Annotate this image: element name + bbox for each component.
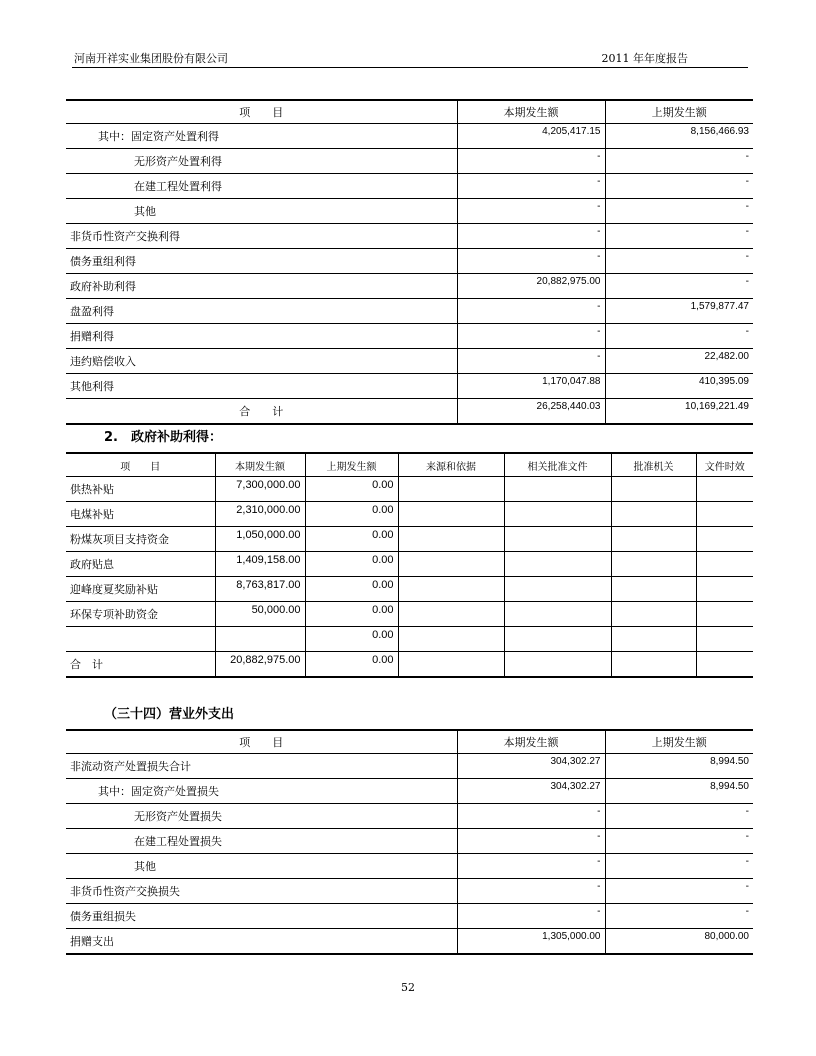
row-previous: - bbox=[605, 829, 753, 854]
row-item: 捐赠利得 bbox=[66, 324, 457, 349]
row-approval-authority bbox=[611, 477, 696, 502]
row-approval-doc bbox=[504, 527, 611, 552]
row-previous: - bbox=[605, 224, 753, 249]
total-current: 26,258,440.03 bbox=[457, 399, 605, 425]
total-previous: 0.00 bbox=[305, 652, 398, 678]
row-item: 其他 bbox=[66, 854, 457, 879]
row-approval-authority bbox=[611, 602, 696, 627]
total-label: 合 计 bbox=[66, 399, 457, 425]
row-source bbox=[398, 627, 504, 652]
header-rule bbox=[72, 67, 748, 68]
row-previous: 0.00 bbox=[305, 477, 398, 502]
table-row bbox=[66, 149, 753, 174]
row-approval-doc bbox=[504, 477, 611, 502]
row-item: 政府贴息 bbox=[66, 552, 215, 577]
row-source bbox=[398, 652, 504, 678]
row-validity bbox=[696, 602, 753, 627]
row-previous: - bbox=[605, 804, 753, 829]
row-item: 粉煤灰项目支持资金 bbox=[66, 527, 215, 552]
row-source bbox=[398, 502, 504, 527]
table-row bbox=[66, 249, 753, 274]
row-item: 债务重组损失 bbox=[66, 904, 457, 929]
total-row bbox=[66, 399, 753, 425]
row-item: 违约赔偿收入 bbox=[66, 349, 457, 374]
col-header-current: 本期发生额 bbox=[215, 453, 305, 477]
table-row bbox=[66, 627, 753, 652]
col-header-item: 项 目 bbox=[66, 100, 457, 124]
row-current: - bbox=[457, 804, 605, 829]
table-row bbox=[66, 829, 753, 854]
row-previous: - bbox=[605, 879, 753, 904]
row-approval-authority bbox=[611, 577, 696, 602]
row-previous: 0.00 bbox=[305, 627, 398, 652]
row-previous: 8,994.50 bbox=[605, 779, 753, 804]
row-item: 环保专项补助资金 bbox=[66, 602, 215, 627]
row-item: 供热补贴 bbox=[66, 477, 215, 502]
row-current: - bbox=[457, 224, 605, 249]
row-current: 304,302.27 bbox=[457, 754, 605, 779]
row-current: 4,205,417.15 bbox=[457, 124, 605, 149]
col-header-approval-doc: 相关批准文件 bbox=[504, 453, 611, 477]
row-current: - bbox=[457, 829, 605, 854]
table-row bbox=[66, 779, 753, 804]
row-current: - bbox=[457, 879, 605, 904]
row-item: 其中：固定资产处置损失 bbox=[66, 779, 457, 804]
row-item: 无形资产处置利得 bbox=[66, 149, 457, 174]
non-operating-expenses-table bbox=[66, 729, 753, 955]
col-header-previous: 上期发生额 bbox=[605, 730, 753, 754]
table-row bbox=[66, 904, 753, 929]
total-previous: 10,169,221.49 bbox=[605, 399, 753, 425]
row-previous: 0.00 bbox=[305, 552, 398, 577]
row-current bbox=[215, 627, 305, 652]
row-current: - bbox=[457, 249, 605, 274]
table-row bbox=[66, 602, 753, 627]
row-approval-authority bbox=[611, 552, 696, 577]
row-previous: - bbox=[605, 854, 753, 879]
row-current: 304,302.27 bbox=[457, 779, 605, 804]
row-approval-doc bbox=[504, 627, 611, 652]
non-operating-income-table bbox=[66, 99, 753, 425]
row-approval-doc bbox=[504, 502, 611, 527]
row-current: - bbox=[457, 854, 605, 879]
page-number: 52 bbox=[401, 981, 415, 994]
row-item: 非流动资产处置损失合计 bbox=[66, 754, 457, 779]
table-row bbox=[66, 324, 753, 349]
col-header-previous: 上期发生额 bbox=[605, 100, 753, 124]
table-row bbox=[66, 274, 753, 299]
col-header-current: 本期发生额 bbox=[457, 100, 605, 124]
row-current: 7,300,000.00 bbox=[215, 477, 305, 502]
row-item: 其他利得 bbox=[66, 374, 457, 399]
row-approval-authority bbox=[611, 627, 696, 652]
row-current: 2,310,000.00 bbox=[215, 502, 305, 527]
table-header-row bbox=[66, 100, 753, 124]
row-previous: 80,000.00 bbox=[605, 929, 753, 955]
table-row bbox=[66, 174, 753, 199]
row-item: 其他 bbox=[66, 199, 457, 224]
table-row bbox=[66, 754, 753, 779]
row-item: 盘盈利得 bbox=[66, 299, 457, 324]
row-current: - bbox=[457, 299, 605, 324]
table-row bbox=[66, 349, 753, 374]
row-item: 其中：固定资产处置利得 bbox=[66, 124, 457, 149]
page-header bbox=[72, 50, 748, 68]
table-row bbox=[66, 502, 753, 527]
row-current: - bbox=[457, 174, 605, 199]
row-validity bbox=[696, 527, 753, 552]
total-label: 合 计 bbox=[66, 652, 215, 678]
row-current: - bbox=[457, 904, 605, 929]
row-validity bbox=[696, 627, 753, 652]
total-current: 20,882,975.00 bbox=[215, 652, 305, 678]
row-validity bbox=[696, 652, 753, 678]
col-header-item: 项 目 bbox=[66, 730, 457, 754]
row-previous: 0.00 bbox=[305, 502, 398, 527]
row-previous: - bbox=[605, 904, 753, 929]
row-current: 1,170,047.88 bbox=[457, 374, 605, 399]
row-validity bbox=[696, 477, 753, 502]
table-row bbox=[66, 199, 753, 224]
row-item: 捐赠支出 bbox=[66, 929, 457, 955]
table-header-row bbox=[66, 453, 753, 477]
table-row bbox=[66, 929, 753, 955]
col-header-approval-authority: 批准机关 bbox=[611, 453, 696, 477]
row-source bbox=[398, 527, 504, 552]
table-row bbox=[66, 124, 753, 149]
row-previous: 8,156,466.93 bbox=[605, 124, 753, 149]
row-item: 非货币性资产交换利得 bbox=[66, 224, 457, 249]
row-current: - bbox=[457, 149, 605, 174]
row-item: 电煤补贴 bbox=[66, 502, 215, 527]
col-header-previous: 上期发生额 bbox=[305, 453, 398, 477]
row-item: 无形资产处置损失 bbox=[66, 804, 457, 829]
government-subsidy-table bbox=[66, 452, 753, 678]
row-previous: 8,994.50 bbox=[605, 754, 753, 779]
row-current: 1,305,000.00 bbox=[457, 929, 605, 955]
row-item: 债务重组利得 bbox=[66, 249, 457, 274]
table-row bbox=[66, 224, 753, 249]
row-source bbox=[398, 577, 504, 602]
row-item bbox=[66, 627, 215, 652]
row-approval-doc bbox=[504, 552, 611, 577]
table-row bbox=[66, 804, 753, 829]
section-title-non-operating-expenses: （三十四）营业外支出 bbox=[104, 707, 235, 722]
section-title-government-subsidy: 2. 政府补助利得： bbox=[104, 430, 222, 445]
table-row bbox=[66, 527, 753, 552]
row-current: 8,763,817.00 bbox=[215, 577, 305, 602]
row-previous: 410,395.09 bbox=[605, 374, 753, 399]
total-row bbox=[66, 652, 753, 678]
col-header-item: 项 目 bbox=[66, 453, 215, 477]
row-source bbox=[398, 602, 504, 627]
row-validity bbox=[696, 552, 753, 577]
row-current: - bbox=[457, 349, 605, 374]
row-item: 政府补助利得 bbox=[66, 274, 457, 299]
row-current: 20,882,975.00 bbox=[457, 274, 605, 299]
row-approval-doc bbox=[504, 577, 611, 602]
row-previous: - bbox=[605, 199, 753, 224]
row-current: 50,000.00 bbox=[215, 602, 305, 627]
row-item: 非货币性资产交换损失 bbox=[66, 879, 457, 904]
row-previous: 0.00 bbox=[305, 602, 398, 627]
table-row bbox=[66, 477, 753, 502]
row-previous: - bbox=[605, 149, 753, 174]
row-approval-doc bbox=[504, 602, 611, 627]
row-current: - bbox=[457, 199, 605, 224]
row-approval-authority bbox=[611, 502, 696, 527]
row-current: - bbox=[457, 324, 605, 349]
table-row bbox=[66, 854, 753, 879]
row-item: 迎峰度夏奖励补贴 bbox=[66, 577, 215, 602]
table-row bbox=[66, 577, 753, 602]
row-previous: - bbox=[605, 274, 753, 299]
row-previous: - bbox=[605, 174, 753, 199]
row-previous: - bbox=[605, 249, 753, 274]
col-header-validity: 文件时效 bbox=[696, 453, 753, 477]
company-name: 河南开祥实业集团股份有限公司 bbox=[74, 52, 228, 65]
row-approval-doc bbox=[504, 652, 611, 678]
table-row bbox=[66, 552, 753, 577]
col-header-current: 本期发生额 bbox=[457, 730, 605, 754]
row-previous: - bbox=[605, 324, 753, 349]
row-item: 在建工程处置损失 bbox=[66, 829, 457, 854]
report-title: 2011 年年度报告 bbox=[601, 52, 688, 65]
row-validity bbox=[696, 502, 753, 527]
row-current: 1,409,158.00 bbox=[215, 552, 305, 577]
row-approval-authority bbox=[611, 652, 696, 678]
row-previous: 0.00 bbox=[305, 527, 398, 552]
row-previous: 1,579,877.47 bbox=[605, 299, 753, 324]
row-validity bbox=[696, 577, 753, 602]
row-current: 1,050,000.00 bbox=[215, 527, 305, 552]
row-source bbox=[398, 477, 504, 502]
row-previous: 0.00 bbox=[305, 577, 398, 602]
col-header-source: 来源和依据 bbox=[398, 453, 504, 477]
table-header-row bbox=[66, 730, 753, 754]
table-row bbox=[66, 299, 753, 324]
row-previous: 22,482.00 bbox=[605, 349, 753, 374]
row-approval-authority bbox=[611, 527, 696, 552]
table-row bbox=[66, 879, 753, 904]
table-row bbox=[66, 374, 753, 399]
row-source bbox=[398, 552, 504, 577]
row-item: 在建工程处置利得 bbox=[66, 174, 457, 199]
